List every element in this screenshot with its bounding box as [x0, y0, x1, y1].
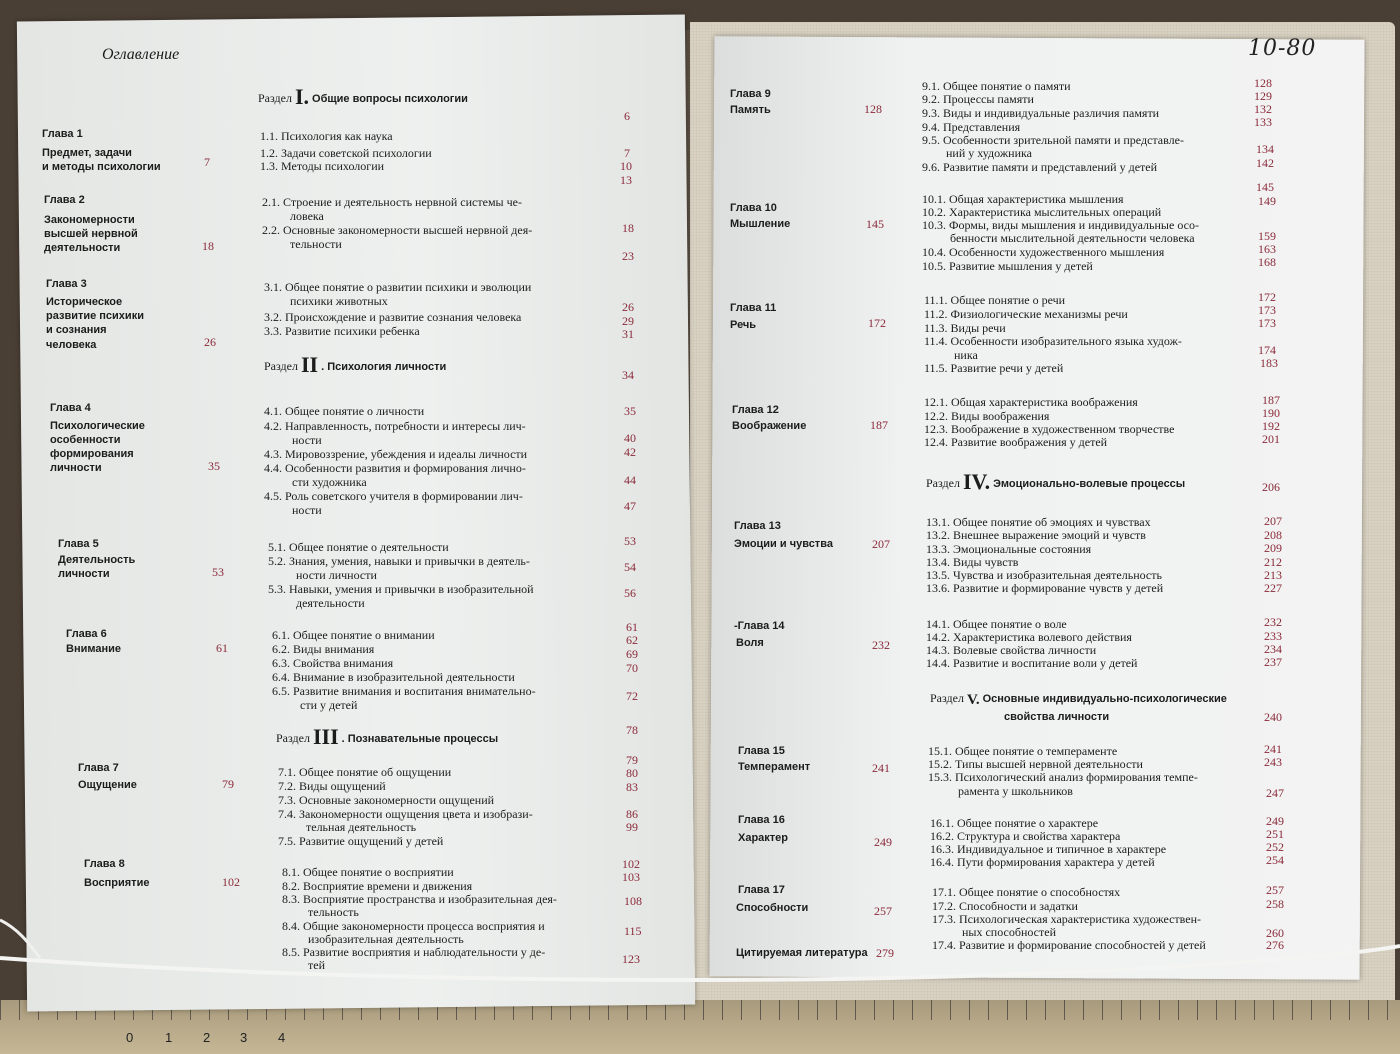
- toc-item: 17.1. Общее понятие о способностях: [932, 885, 1121, 899]
- toc-item: 4.1. Общее понятие о личности: [264, 404, 425, 418]
- chapter-page: 172: [868, 316, 886, 330]
- page-number: 190: [1262, 406, 1280, 420]
- chapter-title: и методы психологии: [42, 161, 161, 173]
- ruler-number: 2: [203, 1030, 211, 1045]
- page-number: 142: [1256, 156, 1274, 170]
- ruler-number: 1: [165, 1030, 173, 1045]
- chapter-title: Восприятие: [84, 877, 150, 889]
- toc-item: 9.5. Особенности зрительной памяти и представле-: [922, 133, 1184, 147]
- chapter-head: Глава 9: [730, 88, 771, 100]
- page-number: 206: [1262, 480, 1280, 494]
- chapter-head: -Глава 14: [734, 620, 785, 632]
- chapter-page: 26: [204, 335, 216, 349]
- toc-item: 4.4. Особенности развития и формирования лично-: [264, 461, 526, 475]
- page-number: 132: [1254, 102, 1272, 116]
- chapter-head: Глава 16: [738, 814, 785, 826]
- toc-item: 9.1. Общее понятие о памяти: [922, 79, 1071, 93]
- chapter-head: Глава 7: [78, 762, 119, 774]
- toc-item: 16.4. Пути формирования характера у детей: [930, 855, 1155, 869]
- chapter-title: высшей нервной: [44, 228, 138, 240]
- chapter-page: 249: [874, 835, 892, 849]
- chapter-title: Воля: [736, 637, 764, 649]
- page-number: 183: [1260, 356, 1278, 370]
- toc-item: 1.3. Методы психологии: [260, 159, 385, 173]
- toc-item: ний у художника: [946, 146, 1032, 160]
- page-number: 108: [624, 894, 642, 908]
- page-number: 257: [1266, 883, 1284, 897]
- page-number: 61: [626, 620, 638, 634]
- chapter-title: Воображение: [732, 420, 807, 432]
- section-title: . Познавательные процессы: [341, 733, 499, 745]
- toc-item: 8.2. Восприятие времени и движения: [282, 879, 473, 893]
- chapter-page: 35: [208, 459, 220, 473]
- chapter-head: Глава 4: [50, 402, 91, 414]
- toc-item: 6.4. Внимание в изобразительной деятельности: [272, 670, 515, 684]
- toc-item: 8.5. Развитие восприятия и наблюдательности у де-: [282, 945, 546, 959]
- toc-item: 17.4. Развитие и формирование способностей у детей: [932, 938, 1206, 952]
- page-number: 251: [1266, 827, 1284, 841]
- toc-item: 7.2. Виды ощущений: [278, 779, 386, 793]
- page-number: 56: [624, 586, 636, 600]
- chapter-page: 7: [204, 155, 210, 169]
- page-number: 34: [622, 368, 634, 382]
- section-number: V.: [966, 692, 980, 708]
- section-number: III: [312, 724, 339, 749]
- toc-item: 7.3. Основные закономерности ощущений: [278, 793, 495, 807]
- toc-item: 7.1. Общее понятие об ощущении: [278, 765, 452, 779]
- page-number: 249: [1266, 814, 1284, 828]
- page-number: 80: [626, 766, 638, 780]
- page-number: 201: [1262, 432, 1280, 446]
- toc-item: 14.1. Общее понятие о воле: [926, 617, 1067, 631]
- page-number: 254: [1266, 853, 1284, 867]
- page-number: 10: [620, 159, 632, 173]
- page-number: 208: [1264, 528, 1282, 542]
- toc-item: 6.5. Развитие внимания и воспитания внимательно-: [272, 684, 536, 698]
- page-number: 134: [1256, 142, 1274, 156]
- page-number: 47: [624, 499, 636, 513]
- toc-item: 15.2. Типы высшей нервной деятельности: [928, 757, 1143, 771]
- chapter-page: 207: [872, 537, 890, 551]
- page-number: 53: [624, 534, 636, 548]
- toc-item: 9.6. Развитие памяти и представлений у детей: [922, 160, 1158, 174]
- section-number: II: [300, 352, 319, 377]
- toc-title: Оглавление: [102, 46, 180, 63]
- chapter-head: Глава 17: [738, 884, 785, 896]
- page-number: 13: [620, 173, 632, 187]
- chapter-title: Предмет, задачи: [42, 147, 132, 159]
- cited-literature-label: Цитируемая литература: [736, 947, 868, 959]
- toc-item: 16.3. Индивидуальное и типичное в характере: [930, 842, 1167, 856]
- chapter-page: 53: [212, 565, 224, 579]
- toc-item: тельность: [308, 905, 359, 919]
- page-number: 6: [624, 109, 630, 123]
- page-number: 115: [624, 924, 642, 938]
- toc-item: 13.4. Виды чувств: [926, 555, 1019, 569]
- toc-item: 13.3. Эмоциональные состояния: [926, 542, 1092, 556]
- section-label: Раздел: [926, 476, 960, 490]
- chapter-title: человека: [46, 339, 97, 351]
- toc-item: 2.2. Основные закономерности высшей нервной дея-: [262, 223, 533, 237]
- toc-item: 12.3. Воображение в художественном творчестве: [924, 422, 1175, 436]
- toc-item: 12.1. Общая характеристика воображения: [924, 395, 1138, 409]
- page-number: 123: [622, 952, 640, 966]
- toc-item: 11.2. Физиологические механизмы речи: [924, 307, 1128, 321]
- chapter-page: 61: [216, 641, 228, 655]
- toc-item: 17.3. Психологическая характеристика художествен-: [932, 912, 1201, 926]
- page-number: 243: [1264, 755, 1282, 769]
- toc-item: 10.4. Особенности художественного мышления: [922, 245, 1165, 259]
- toc-item: 10.3. Формы, виды мышления и индивидуальные осо-: [922, 218, 1199, 232]
- toc-item: 17.2. Способности и задатки: [932, 899, 1078, 913]
- chapter-title: формирования: [50, 448, 134, 460]
- page-number: 31: [622, 327, 634, 341]
- chapter-title: Деятельность: [58, 554, 136, 566]
- toc-item: 6.1. Общее понятие о внимании: [272, 628, 435, 642]
- toc-item: ных способностей: [962, 925, 1057, 939]
- toc-item: 14.2. Характеристика волевого действия: [926, 630, 1132, 644]
- toc-item: 3.2. Происхождение и развитие сознания человека: [264, 310, 522, 324]
- chapter-head: Глава 13: [734, 520, 781, 532]
- toc-item: 1.1. Психология как наука: [260, 129, 393, 143]
- chapter-title: Характер: [738, 832, 789, 844]
- section-header: [264, 352, 447, 377]
- chapter-head: Глава 15: [738, 745, 785, 757]
- page-number: 103: [622, 870, 640, 884]
- toc-item: 3.3. Развитие психики ребенка: [264, 324, 420, 338]
- toc-item: сти у детей: [300, 698, 358, 712]
- page-number: 172: [1258, 290, 1276, 304]
- toc-item: 7.5. Развитие ощущений у детей: [278, 834, 444, 848]
- toc-item: 11.5. Развитие речи у детей: [924, 361, 1064, 375]
- page-number: 29: [622, 314, 634, 328]
- section-label: Раздел: [258, 91, 292, 105]
- chapter-title: Темперамент: [738, 761, 811, 773]
- toc-item: 5.3. Навыки, умения и привычки в изобразительной: [268, 582, 534, 596]
- toc-item: 16.2. Структура и свойства характера: [930, 829, 1121, 843]
- page-number: 163: [1258, 242, 1276, 256]
- toc-item: 11.3. Виды речи: [924, 321, 1006, 335]
- chapter-title: личности: [50, 462, 102, 474]
- toc-item: 14.3. Волевые свойства личности: [926, 643, 1097, 657]
- toc-item: 13.5. Чувства и изобразительная деятельность: [926, 568, 1162, 582]
- page-number: 240: [1264, 710, 1282, 724]
- page-number: 260: [1266, 926, 1284, 940]
- chapter-title: Память: [730, 104, 771, 116]
- chapter-title: Историческое: [46, 296, 123, 308]
- toc-item: 15.3. Психологический анализ формирования темпе-: [928, 770, 1198, 784]
- toc-item: изобразительная деятельность: [308, 932, 464, 946]
- section-label: Раздел: [264, 359, 298, 373]
- toc-item: ловека: [290, 209, 324, 223]
- chapter-title: Эмоции и чувства: [734, 538, 833, 550]
- toc-item: 10.2. Характеристика мыслительных операций: [922, 205, 1162, 219]
- page-number: 129: [1254, 89, 1272, 103]
- toc-item: 4.2. Направленность, потребности и интересы лич-: [264, 419, 526, 433]
- toc-item: 7.4. Закономерности ощущения цвета и изобрази-: [278, 807, 533, 821]
- chapter-page: 187: [870, 418, 888, 432]
- chapter-page: 145: [866, 217, 884, 231]
- toc-item: 15.1. Общее понятие о темпераменте: [928, 744, 1118, 758]
- toc-item: 8.4. Общие закономерности процесса восприятия и: [282, 919, 545, 933]
- chapter-title: Ощущение: [78, 779, 137, 791]
- toc-item: 16.1. Общее понятие о характере: [930, 816, 1099, 830]
- chapter-title: деятельности: [44, 242, 121, 254]
- page-number: 18: [622, 221, 634, 235]
- section-label: Раздел: [930, 691, 964, 705]
- chapter-head: Глава 11: [730, 302, 777, 314]
- toc-item: 10.1. Общая характеристика мышления: [922, 192, 1124, 206]
- chapter-head: Глава 6: [66, 628, 107, 640]
- page-number: 174: [1258, 343, 1276, 357]
- toc-item: ности личности: [296, 568, 377, 582]
- section-header: [258, 84, 468, 109]
- chapter-head: Глава 10: [730, 202, 777, 214]
- toc-item: 4.3. Мировоззрение, убеждения и идеалы личности: [264, 447, 528, 461]
- toc-item: 11.1. Общее понятие о речи: [924, 293, 1066, 307]
- chapter-title: развитие психики: [46, 310, 144, 322]
- page-number: 72: [626, 689, 638, 703]
- page-number: 212: [1264, 555, 1282, 569]
- page-number: 213: [1264, 568, 1282, 582]
- toc-item: 13.1. Общее понятие об эмоциях и чувствах: [926, 515, 1151, 529]
- page-number: 227: [1264, 581, 1282, 595]
- page-number: 35: [624, 404, 636, 418]
- chapter-title: Внимание: [66, 643, 121, 655]
- section-number: IV.: [962, 469, 991, 494]
- toc-item: деятельности: [296, 596, 365, 610]
- page-number: 145: [1256, 180, 1274, 194]
- chapter-head: Глава 12: [732, 404, 779, 416]
- toc-item: 9.3. Виды и индивидуальные различия памяти: [922, 106, 1160, 120]
- toc-item: рамента у школьников: [958, 784, 1073, 798]
- toc-item: 2.1. Строение и деятельность нервной системы че-: [262, 195, 522, 209]
- section-title: Общие вопросы психологии: [312, 93, 468, 105]
- chapter-title: Закономерности: [44, 214, 135, 226]
- toc-item: 9.4. Представления: [922, 120, 1021, 134]
- toc-item: тельности: [290, 237, 342, 251]
- ruler-number: 4: [278, 1030, 286, 1045]
- toc-item: психики животных: [290, 294, 388, 308]
- page-number: 99: [626, 820, 638, 834]
- page-number: 70: [626, 661, 638, 675]
- chapter-head: Глава 2: [44, 194, 85, 206]
- chapter-page: 128: [864, 102, 882, 116]
- page-number: 78: [626, 723, 638, 737]
- toc-item: 6.3. Свойства внимания: [272, 656, 394, 670]
- page-number: 86: [626, 807, 638, 821]
- toc-item: 13.6. Развитие и формирование чувств у детей: [926, 581, 1164, 595]
- toc-item: сти художника: [292, 475, 367, 489]
- page-number: 209: [1264, 541, 1282, 555]
- page-number: 62: [626, 633, 638, 647]
- page-number: 159: [1258, 229, 1276, 243]
- page-number: 79: [626, 753, 638, 767]
- page-number: 44: [624, 473, 636, 487]
- ruler-number: 3: [240, 1030, 248, 1045]
- page-number: 69: [626, 647, 638, 661]
- chapter-page: 232: [872, 638, 890, 652]
- page-number: 23: [622, 249, 634, 263]
- page-number: 83: [626, 780, 638, 794]
- toc-item: 8.3. Восприятие пространства и изобразительная дея-: [282, 892, 557, 906]
- page-number: 192: [1262, 419, 1280, 433]
- page-number: 258: [1266, 897, 1284, 911]
- ruler-number: 0: [126, 1030, 134, 1045]
- toc-item: ности: [292, 503, 322, 517]
- cited-literature-page: 279: [876, 946, 894, 960]
- page-number: 276: [1266, 938, 1284, 952]
- toc-item: 1.2. Задачи советской психологии: [260, 146, 432, 160]
- page-number: 241: [1264, 742, 1282, 756]
- chapter-page: 79: [222, 777, 234, 791]
- toc-item: ности: [292, 433, 322, 447]
- chapter-title: Психологические: [50, 420, 145, 432]
- chapter-page: 102: [222, 875, 240, 889]
- chapter-title: Мышление: [730, 218, 791, 230]
- chapter-page: 18: [202, 239, 214, 253]
- page-number: 232: [1264, 615, 1282, 629]
- page-number: 247: [1266, 786, 1284, 800]
- chapter-head: Глава 5: [58, 538, 99, 550]
- toc-item: 5.2. Знания, умения, навыки и привычки в деятель-: [268, 554, 530, 568]
- section-title: . Психология личности: [321, 361, 447, 373]
- chapter-head: Глава 3: [46, 278, 87, 290]
- chapter-page: 241: [872, 761, 890, 775]
- section-title: Основные индивидуально-психологические: [982, 693, 1227, 705]
- toc-item: 12.2. Виды воображения: [924, 409, 1050, 423]
- handwritten-note: 10-80: [1248, 36, 1317, 61]
- toc-item: 9.2. Процессы памяти: [922, 92, 1034, 106]
- toc-item: 10.5. Развитие мышления у детей: [922, 259, 1093, 273]
- page-number: 233: [1264, 629, 1282, 643]
- page-number: 40: [624, 431, 636, 445]
- section-label: Раздел: [276, 731, 310, 745]
- page-number: 102: [622, 857, 640, 871]
- chapter-title: Способности: [736, 902, 809, 914]
- toc-item: тей: [308, 958, 325, 972]
- page-number: 42: [624, 445, 636, 459]
- page-number: 252: [1266, 840, 1284, 854]
- page-number: 149: [1258, 194, 1276, 208]
- page-number: 234: [1264, 642, 1282, 656]
- page-number: 187: [1262, 393, 1280, 407]
- page-number: 168: [1258, 255, 1276, 269]
- toc-item: 13.2. Внешнее выражение эмоций и чувств: [926, 528, 1146, 542]
- page-number: 173: [1258, 316, 1276, 330]
- toc-item: тельная деятельность: [306, 820, 417, 834]
- section-header: [926, 469, 1186, 494]
- toc-item: 5.1. Общее понятие о деятельности: [268, 540, 449, 554]
- chapter-head: Глава 8: [84, 858, 125, 870]
- chapter-title: личности: [58, 568, 110, 580]
- page-number: 128: [1254, 76, 1272, 90]
- toc-item: 3.1. Общее понятие о развитии психики и эволюции: [264, 280, 532, 294]
- chapter-head: Глава 1: [42, 128, 83, 140]
- section-header: [276, 724, 499, 749]
- toc-item: бенности мыслительной деятельности человека: [950, 231, 1195, 245]
- page-number: 54: [624, 560, 636, 574]
- page-number: 237: [1264, 655, 1282, 669]
- page-number: 173: [1258, 303, 1276, 317]
- section-number: I.: [294, 84, 310, 109]
- toc-item: 14.4. Развитие и воспитание воли у детей: [926, 656, 1138, 670]
- chapter-title: и сознания: [46, 324, 107, 336]
- section-title-line2: свойства личности: [1004, 711, 1110, 723]
- section-header: [930, 692, 1227, 707]
- toc-item: 12.4. Развитие воображения у детей: [924, 435, 1108, 449]
- page-number: 133: [1254, 115, 1272, 129]
- toc-item: 4.5. Роль советского учителя в формировании лич-: [264, 489, 523, 503]
- chapter-title: особенности: [50, 434, 121, 446]
- section-title: Эмоционально-волевые процессы: [993, 478, 1186, 490]
- toc-item: ника: [954, 348, 978, 362]
- page-number: 26: [622, 300, 634, 314]
- page-number: 207: [1264, 514, 1282, 528]
- toc-item: 6.2. Виды внимания: [272, 642, 375, 656]
- toc-item: 11.4. Особенности изобразительного языка худож-: [924, 334, 1182, 348]
- toc-item: 8.1. Общее понятие о восприятии: [282, 865, 454, 879]
- chapter-title: Речь: [730, 319, 757, 331]
- chapter-page: 257: [874, 904, 892, 918]
- page-number: 7: [624, 146, 630, 160]
